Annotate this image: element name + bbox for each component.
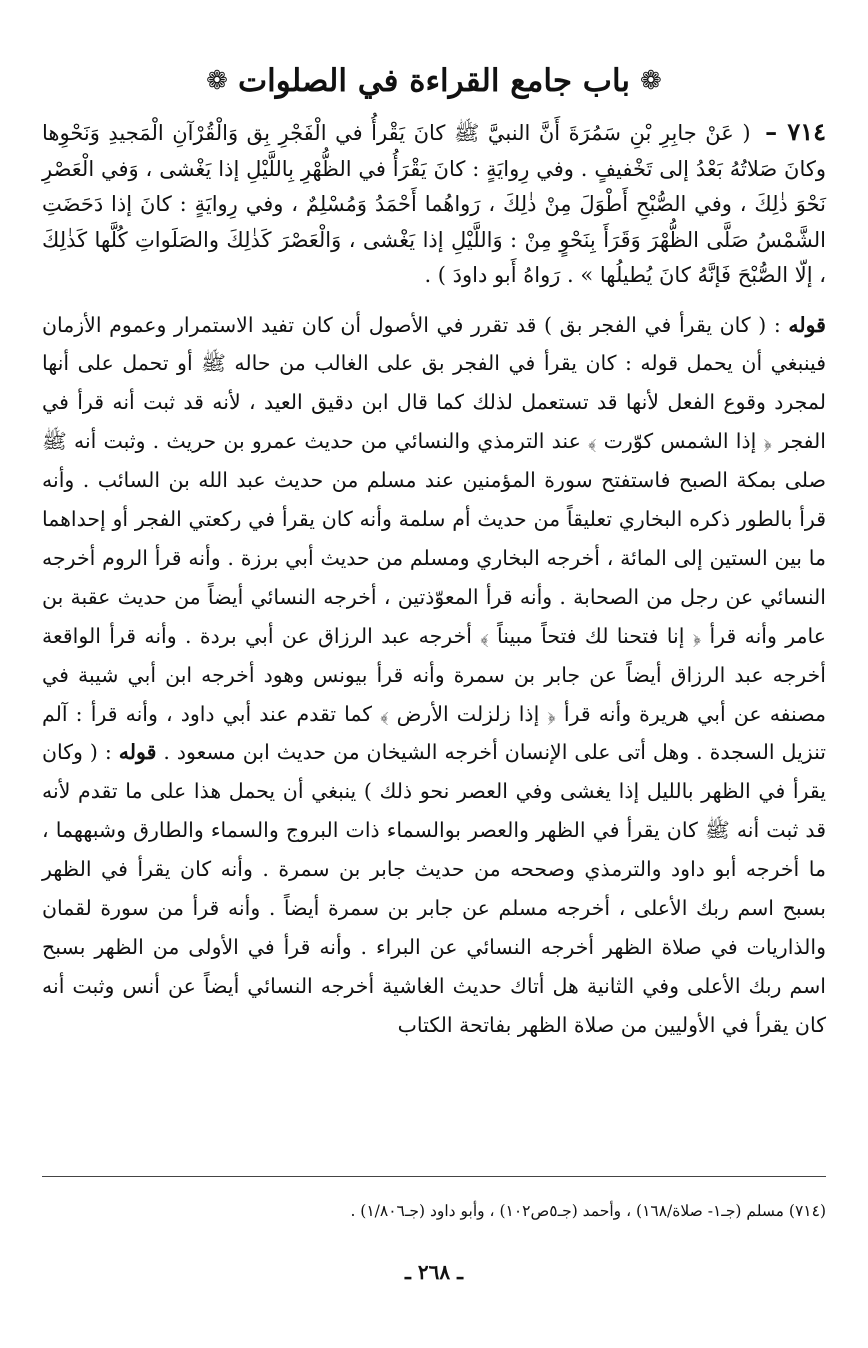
commentary-keyword: قوله xyxy=(788,312,826,337)
commentary-keyword: قوله xyxy=(118,740,157,765)
hadith-number: ٧١٤ – xyxy=(765,117,826,146)
page-body xyxy=(42,56,826,1045)
footnote-divider xyxy=(42,1176,826,1177)
commentary-text: : ( كان يقرأ في الفجر بق ) قد تقرر في الأصول أن كان تفيد الاستمرار وعموم الأزمان فينبغي أن يحمل قوله : كان يقرأ في الفجر بق على الغالب من حاله ﷺ أو تحمل على أنها لمجرد وقوع الفعل لأنها قد تستعمل لذلك كما قال ابن دقيق العيد ، لأنه قد ثبت أنه قرأ في الفجر ﴿ إذا الشمس كوّرت ﴾ عند الترمذي والنسائي من حديث عمرو بن حريث . وثبت أنه ﷺ صلى بمكة الصبح فاستفتح سورة المؤمنين عند مسلم من حديث عبد الله بن السائب . وأنه قرأ بالطور ذكره البخاري تعليقاً من حديث أم سلمة وأنه كان يقرأ في ركعتي الفجر أو إحداهما ما بين الستين إلى المائة ، أخرجه البخاري ومسلم من حديث أبي برزة . وأنه قرأ الروم أخرجه النسائي عن رجل من الصحابة . وأنه قرأ المعوّذتين ، أخرجه النسائي أيضاً من حديث عقبة بن عامر وأنه قرأ ﴿ إنا فتحنا لك فتحاً مبيناً ﴾ أخرجه عبد الرزاق عن أبي بردة . وأنه قرأ الواقعة أخرجه عبد الرزاق أيضاً عن جابر بن سمرة وأنه قرأ بيونس وهود أخرجه ابن أبي شيبة في مصنفه عن أبي هريرة وأنه قرأ ﴿ إذا زلزلت الأرض ﴾ كما تقدم عند أبي داود ، وأنه قرأ : آلم تنزيل السجدة . وهل أتى على الإنسان أخرجه الشيخان من حديث ابن مسعود . xyxy=(42,312,826,765)
commentary-block xyxy=(42,306,826,1045)
chapter-title: باب جامع القراءة في الصلوات xyxy=(237,62,631,99)
page-number: ـ ٢٦٨ ـ xyxy=(405,1260,463,1284)
footnote: (٧١٤) مسلم (جـ١- صلاة/١٦٨) ، وأحمد (جـ٥ص١٠٢) ، وأبو داود (جـ١/٨٠٦) . xyxy=(350,1202,826,1220)
chapter-heading xyxy=(42,56,826,106)
hadith-text: ( عَنْ جابِرِ بْنِ سَمُرَةَ أَنَّ النبيَّ ﷺ كانَ يَقْرأُ في الْفَجْرِ بِق وَالْقُرْآنِ الْمَجيدِ وَنَحْوِها وكانَ صَلاتُهُ بَعْدُ إلى تَخْفيفٍ . وفي رِوايَةٍ : كانَ يَقْرَأُ في الظُّهْرِ بِاللَّيْلِ إذا يَغْشى ، وَفي الْعَصْرِ نَحْوَ ذٰلِكَ ، وفي الصُّبْحِ أَطْوَلَ مِنْ ذٰلِكَ ، رَواهُما أَحْمَدُ وَمُسْلِمٌ ، وفي رِوايَةٍ : كانَ إذا دَحَضَتِ الشَّمْسُ صَلَّى الظُّهْرَ وَقَرَأَ بِنَحْوٍ مِنْ : وَاللَّيْلِ إذا يَغْشى ، وَالْعَصْرَ كَذٰلِكَ والصَلَواتِ كُلَّها كَذٰلِكَ ، إلّا الصُّبْحَ فَإنَّهُ كانَ يُطيلُها » . رَواهُ أَبو داودَ ) . xyxy=(42,121,826,287)
ornament-icon-right: ❁ xyxy=(640,66,662,96)
commentary-text: : ( وكان يقرأ في الظهر بالليل إذا يغشى وفي العصر نحو ذلك ) ينبغي أن يحمل هذا على ما تقدم لأنه قد ثبت أنه ﷺ كان يقرأ في الظهر والعصر بوالسماء ذات البروج والسماء والطارق وشبههما ، ما أخرجه أبو داود والترمذي وصححه من حديث جابر بن سمرة . وأنه كان يقرأ في الظهر بسبح اسم ربك الأعلى ، أخرجه مسلم عن جابر بن سمرة أيضاً . وأنه قرأ من سورة لقمان والذاريات في صلاة الظهر أخرجه النسائي عن البراء . وأنه قرأ في الأولى من الظهر بسبح اسم ربك الأعلى وفي الثانية هل أتاك حديث الغاشية أخرجه النسائي أيضاً عن أنس وثبت أنه كان يقرأ في الأوليين من صلاة الظهر بفاتحة الكتاب xyxy=(42,740,826,1037)
hadith-text-block xyxy=(42,114,826,294)
ornament-icon-left: ❁ xyxy=(206,66,228,96)
